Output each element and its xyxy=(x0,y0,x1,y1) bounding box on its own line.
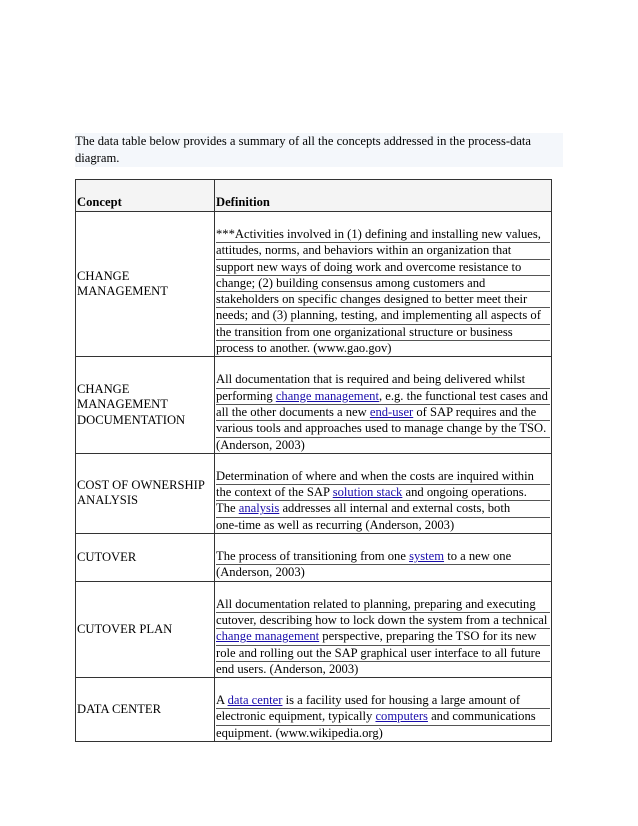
definition-link[interactable]: data center xyxy=(227,693,283,708)
definition-line xyxy=(216,227,550,243)
table-row xyxy=(76,581,552,677)
definition-line xyxy=(216,438,550,453)
definition-line xyxy=(216,405,550,421)
definition-cell xyxy=(215,453,552,533)
definition-text: support new ways of doing work and overcome resistance to xyxy=(216,259,522,274)
concept-cell xyxy=(76,678,215,742)
concept-cell xyxy=(76,581,215,677)
table-row xyxy=(76,212,552,357)
table-row xyxy=(76,534,552,582)
definition-line xyxy=(216,372,550,388)
definition-line xyxy=(216,693,550,709)
definition-line xyxy=(216,292,550,308)
concept-line: CUTOVER xyxy=(77,549,137,564)
definition-link[interactable]: system xyxy=(409,549,445,564)
definition-text: and ongoing operations. xyxy=(402,485,527,500)
definition-line xyxy=(216,646,550,662)
intro-line: The data table below provides a summary of all the concepts addressed in the process-data xyxy=(75,134,532,148)
header-concept: Concept xyxy=(76,180,215,212)
definition-link[interactable]: solution stack xyxy=(332,485,403,500)
definition-line xyxy=(216,549,550,565)
definition-cell xyxy=(215,581,552,677)
definition-text: the context of the SAP xyxy=(216,485,333,500)
definition-line xyxy=(216,565,550,580)
definition-line xyxy=(216,501,550,517)
table-header-row xyxy=(76,180,552,212)
concept-line: CUTOVER PLAN xyxy=(77,621,173,636)
definition-text: (Anderson, 2003) xyxy=(216,565,305,580)
concept-line: DATA CENTER xyxy=(77,701,161,716)
definition-text: of SAP requires and the xyxy=(413,404,537,419)
definition-line xyxy=(216,613,550,629)
concept-line: COST OF OWNERSHIP xyxy=(77,478,205,493)
table-row xyxy=(76,678,552,742)
definition-text: and communications xyxy=(427,709,536,724)
definition-line xyxy=(216,421,550,437)
definition-link[interactable]: change management xyxy=(216,629,320,644)
concept-line: CHANGE xyxy=(77,382,130,397)
concept-cell xyxy=(76,212,215,357)
definition-line xyxy=(216,662,550,677)
definition-text: attitudes, norms, and behaviors within an organization that xyxy=(216,243,512,258)
definition-text: end users. (Anderson, 2003) xyxy=(216,661,359,676)
definition-text: The process of transitioning from one xyxy=(216,549,410,564)
concept-line: DOCUMENTATION xyxy=(77,412,186,427)
definition-line xyxy=(216,276,550,292)
concept-line: MANAGEMENT xyxy=(77,284,168,299)
concept-cell xyxy=(76,534,215,582)
definition-text: addresses all internal and external costs, both xyxy=(279,501,511,516)
definition-line xyxy=(216,709,550,725)
definition-text: A xyxy=(216,693,228,708)
definition-text: one-time as well as recurring (Anderson, 2003) xyxy=(216,517,455,532)
definition-text: The xyxy=(216,501,239,516)
definition-text: the transition from one organizational structure or business xyxy=(216,324,513,339)
definition-text: All documentation related to planning, preparing and executing xyxy=(216,596,536,611)
definition-text: perspective, preparing the TSO for its new xyxy=(319,629,537,644)
definition-cell xyxy=(215,212,552,357)
concept-line: CHANGE xyxy=(77,268,130,283)
definition-text: (Anderson, 2003) xyxy=(216,437,305,452)
definition-text: performing xyxy=(216,388,276,403)
definition-text: cutover, describing how to lock down the system from a technical xyxy=(216,612,548,627)
definition-text: stakeholders on specific changes designed to better meet their xyxy=(216,292,528,307)
definition-line xyxy=(216,308,550,324)
definition-text: various tools and approaches used to manage change by the TSO. xyxy=(216,421,547,436)
definition-text: equipment. (www.wikipedia.org) xyxy=(216,725,383,740)
definition-line xyxy=(216,389,550,405)
table-row xyxy=(76,357,552,453)
table-row xyxy=(76,453,552,533)
definition-text: all the other documents a new xyxy=(216,404,370,419)
definition-text: ***Activities involved in (1) defining and installing new values, xyxy=(216,227,541,241)
concept-line: MANAGEMENT xyxy=(77,397,168,412)
intro-line: diagram. xyxy=(75,151,120,165)
definition-cell xyxy=(215,678,552,742)
header-definition: Definition xyxy=(215,180,552,212)
intro-paragraph xyxy=(75,133,563,167)
definition-line xyxy=(216,243,550,259)
definition-text: role and rolling out the SAP graphical user interface to all future xyxy=(216,645,541,660)
concept-line: ANALYSIS xyxy=(77,493,139,508)
definition-line xyxy=(216,726,550,741)
definition-link[interactable]: computers xyxy=(375,709,428,724)
definition-line xyxy=(216,629,550,645)
concept-cell xyxy=(76,453,215,533)
concept-table-wrapper xyxy=(75,179,551,742)
definition-text: to a new one xyxy=(444,549,512,564)
definition-cell xyxy=(215,534,552,582)
definition-link[interactable]: analysis xyxy=(238,501,280,516)
definition-cell xyxy=(215,357,552,453)
definition-line xyxy=(216,341,550,356)
definition-text: needs; and (3) planning, testing, and implementing all aspects of xyxy=(216,308,541,323)
definition-text: Determination of where and when the costs are inquired within xyxy=(216,468,534,483)
definition-text: electronic equipment, typically xyxy=(216,709,376,724)
definition-line xyxy=(216,469,550,485)
definition-line xyxy=(216,597,550,613)
table-body xyxy=(76,212,552,742)
definition-text: , e.g. the functional test cases and xyxy=(378,388,548,403)
definition-line xyxy=(216,260,550,276)
definition-text: process to another. (www.gao.gov) xyxy=(216,341,392,356)
definition-line xyxy=(216,325,550,341)
definition-link[interactable]: end-user xyxy=(369,404,414,419)
definition-text: change; (2) building consensus among customers and xyxy=(216,275,486,290)
definition-text: is a facility used for housing a large amount of xyxy=(282,693,521,708)
concept-cell xyxy=(76,357,215,453)
definition-text: All documentation that is required and being delivered whilst xyxy=(216,372,526,387)
definition-line xyxy=(216,485,550,501)
concept-definition-table xyxy=(75,179,552,742)
definition-link[interactable]: change management xyxy=(275,388,379,403)
definition-line xyxy=(216,518,550,533)
